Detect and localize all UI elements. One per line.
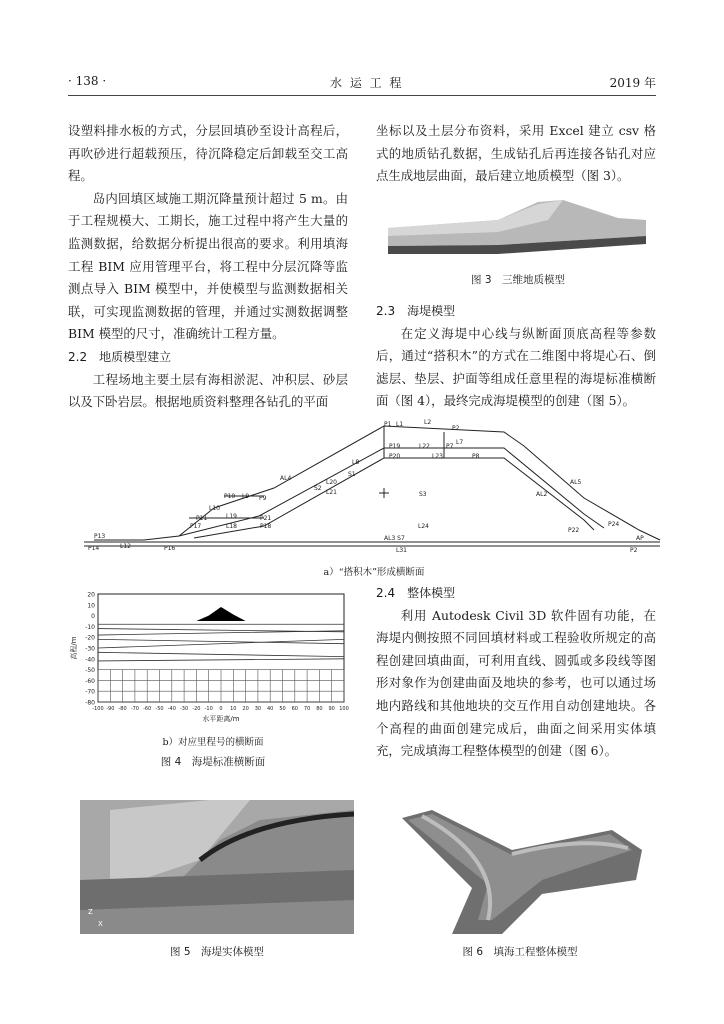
x-tick-label: -50 (155, 706, 164, 712)
label-L10: L10 (209, 505, 220, 512)
x-tick-label: -70 (130, 706, 139, 712)
label-P18: P18 (260, 523, 272, 530)
label-P19: P19 (389, 443, 401, 450)
label-L23: L23 (432, 453, 443, 460)
label-L12: L12 (120, 543, 131, 550)
x-tick-label: 60 (291, 706, 298, 712)
label-P8: P8 (472, 453, 480, 460)
y-tick-label: -50 (85, 667, 95, 675)
section-heading: 2.3 海堤模型 (376, 304, 456, 318)
x-tick-label: -10 (204, 706, 213, 712)
label-AL2: AL2 (536, 491, 548, 498)
fig6-overall-model (392, 800, 648, 934)
label-P24: P24 (608, 521, 620, 528)
x-tick-label: 20 (242, 706, 249, 712)
x-tick-label: 0 (219, 706, 223, 712)
label-P9: P9 (259, 495, 267, 502)
x-tick-label: 30 (254, 706, 262, 712)
x-tick-label: -80 (118, 706, 127, 712)
label-L21: L21 (326, 489, 337, 496)
label-P17: P17 (190, 523, 202, 530)
y-axis-label: 高程/m (70, 636, 78, 660)
axis-x-label: X (98, 920, 103, 928)
right-column-top (376, 120, 656, 188)
label-L2: L2 (424, 419, 432, 426)
label-L24: L24 (418, 523, 429, 530)
fig6-caption: 图 6 填海工程整体模型 (462, 946, 578, 958)
journal-name: 水 运 工 程 (330, 76, 404, 90)
label-L9: L9 (242, 493, 250, 500)
y-tick-label: -80 (85, 699, 95, 707)
y-tick-label: -20 (85, 634, 95, 642)
label-L8: L8 (352, 459, 360, 466)
section-heading: 2.4 整体模型 (376, 586, 456, 600)
label-L31: L31 (396, 547, 407, 554)
label-P20: P20 (389, 453, 401, 460)
x-tick-label: -90 (106, 706, 115, 712)
axis-z-label: Z (88, 908, 93, 916)
fig4b-caption: b）对应里程号的横断面 (162, 737, 264, 748)
section-heading: 2.2 地质模型建立 (68, 349, 172, 364)
y-tick-label: -10 (85, 623, 95, 631)
label-P10: P10 (224, 493, 236, 500)
fig5-caption: 图 5 海堤实体模型 (169, 946, 265, 958)
header-rule (68, 95, 656, 96)
fig4a-caption: a）“搭积木”形成横断面 (323, 567, 425, 578)
x-tick-label: 50 (279, 706, 286, 712)
y-tick-label: 0 (91, 613, 95, 621)
y-tick-label: -70 (85, 688, 95, 696)
label-P11: P11 (196, 515, 208, 522)
fig4a-cross-section (84, 418, 664, 558)
label-S3: S3 (419, 491, 427, 498)
x-tick-label: 40 (267, 706, 274, 712)
label-P2-bottom: P2 (630, 547, 638, 554)
label-P13: P13 (94, 533, 106, 540)
paragraph: 岛内回填区域施工期沉降量预计超过 5 m。由于工程规模大、工期长，施工过程中将产生大量的监测数据，给数据分析提出很高的要求。利用填海工程 BIM 应用管理平台，将工程中分层沉降等监测点导入 BIM 模型中，并使模型与监测数据相关联，可实现监测数据的管理，并通过实测数据调整 BIM 模型的尺寸，准确统计工程方量。 (68, 190, 348, 342)
fig3-caption: 图 3 三维地质模型 (470, 274, 566, 286)
label-S1: S1 (348, 471, 356, 478)
label-L7: L7 (456, 439, 464, 446)
x-tick-label: -40 (167, 706, 176, 712)
x-tick-label: -30 (180, 706, 189, 712)
plot-area (69, 592, 349, 724)
x-tick-label: -100 (92, 706, 104, 712)
right-column-lower (376, 582, 656, 763)
x-tick-label: -20 (192, 706, 201, 712)
label-P2: P2 (452, 425, 460, 432)
label-L19: L19 (226, 513, 237, 520)
y-tick-label: 10 (87, 602, 95, 610)
paragraph: 设塑料排水板的方式，分层回填砂至设计高程后，再吹砂进行超载预压，待沉降稳定后卸载至交工高程。 (68, 123, 348, 184)
right-column-mid (376, 300, 656, 413)
y-tick-label: -60 (85, 677, 95, 685)
x-tick-label: 10 (230, 706, 237, 712)
page-number: · 138 · (68, 74, 107, 88)
left-column (68, 120, 348, 414)
fig4-caption: 图 4 海堤标准横断面 (160, 756, 266, 768)
label-AL4: AL4 (280, 475, 292, 482)
fig5-seawall-model (80, 800, 354, 934)
paragraph: 坐标以及土层分布资料，采用 Excel 建立 csv 格式的地质钻孔数据，生成钻孔后再连接各钻孔对应点生成地层曲面，最后建立地质模型（图 3）。 (376, 123, 656, 184)
paragraph: 工程场地主要土层有海相淤泥、冲积层、砂层以及下卧岩层。根据地质资料整理各钻孔的平面 (68, 371, 348, 410)
label-AP: AP (636, 535, 644, 542)
x-tick-label: 70 (303, 706, 311, 712)
stratum-line (98, 631, 344, 635)
stratum-line (98, 659, 344, 661)
x-tick-label: 80 (316, 706, 323, 712)
paragraph: 在定义海堤中心线与纵断面顶底高程等参数后，通过“搭积木”的方式在二维图中将堤心石、倒滤层、垫层、护面等组成任意里程的海堤标准横断面（图 4），最终完成海堤模型的创建（图 5）。 (376, 325, 656, 409)
stratum-line (98, 652, 344, 656)
label-P21: P21 (260, 515, 272, 522)
x-tick-label: 100 (339, 706, 349, 712)
label-P22: P22 (568, 527, 580, 534)
seawall-section (196, 607, 245, 621)
y-tick-label: -30 (85, 645, 95, 653)
fig3-geology-model (388, 190, 648, 260)
fig4b-chart (68, 588, 358, 728)
label-S2: S2 (314, 485, 322, 492)
label-L18: L18 (226, 523, 237, 530)
label-P14: P14 (88, 545, 100, 552)
label-AL3: AL3 S7 (384, 535, 405, 542)
label-P7: P7 (446, 443, 454, 450)
y-tick-label: -40 (85, 656, 95, 664)
label-L1: L1 (396, 421, 404, 428)
stratum-line (98, 639, 344, 648)
x-tick-label: 90 (328, 706, 335, 712)
label-L20: L20 (326, 479, 337, 486)
y-tick-label: 20 (87, 591, 95, 599)
inner-slope-2 (194, 458, 594, 538)
x-axis-label: 水平距离/m (202, 715, 240, 723)
x-tick-label: -60 (143, 706, 152, 712)
stratum-line (98, 639, 344, 643)
paragraph: 利用 Autodesk Civil 3D 软件固有功能，在海堤内侧按照不同回填材料或工程验收所规定的高程创建回填曲面，可利用直线、圆弧或多段线等图形对象作为创建曲面及地块的参考，也可以通过场地内路线和其他地块的交互作用自动创建地块。各个高程的曲面创建完成后，曲面之间采用实体填充，完成填海工程整体模型的创建（图 6）。 (376, 607, 656, 759)
label-P16: P16 (164, 545, 176, 552)
label-L22: L22 (419, 443, 430, 450)
issue-year: 2019 年 (609, 76, 656, 90)
label-P1: P1 (384, 421, 392, 428)
label-AL5: AL5 (570, 479, 582, 486)
